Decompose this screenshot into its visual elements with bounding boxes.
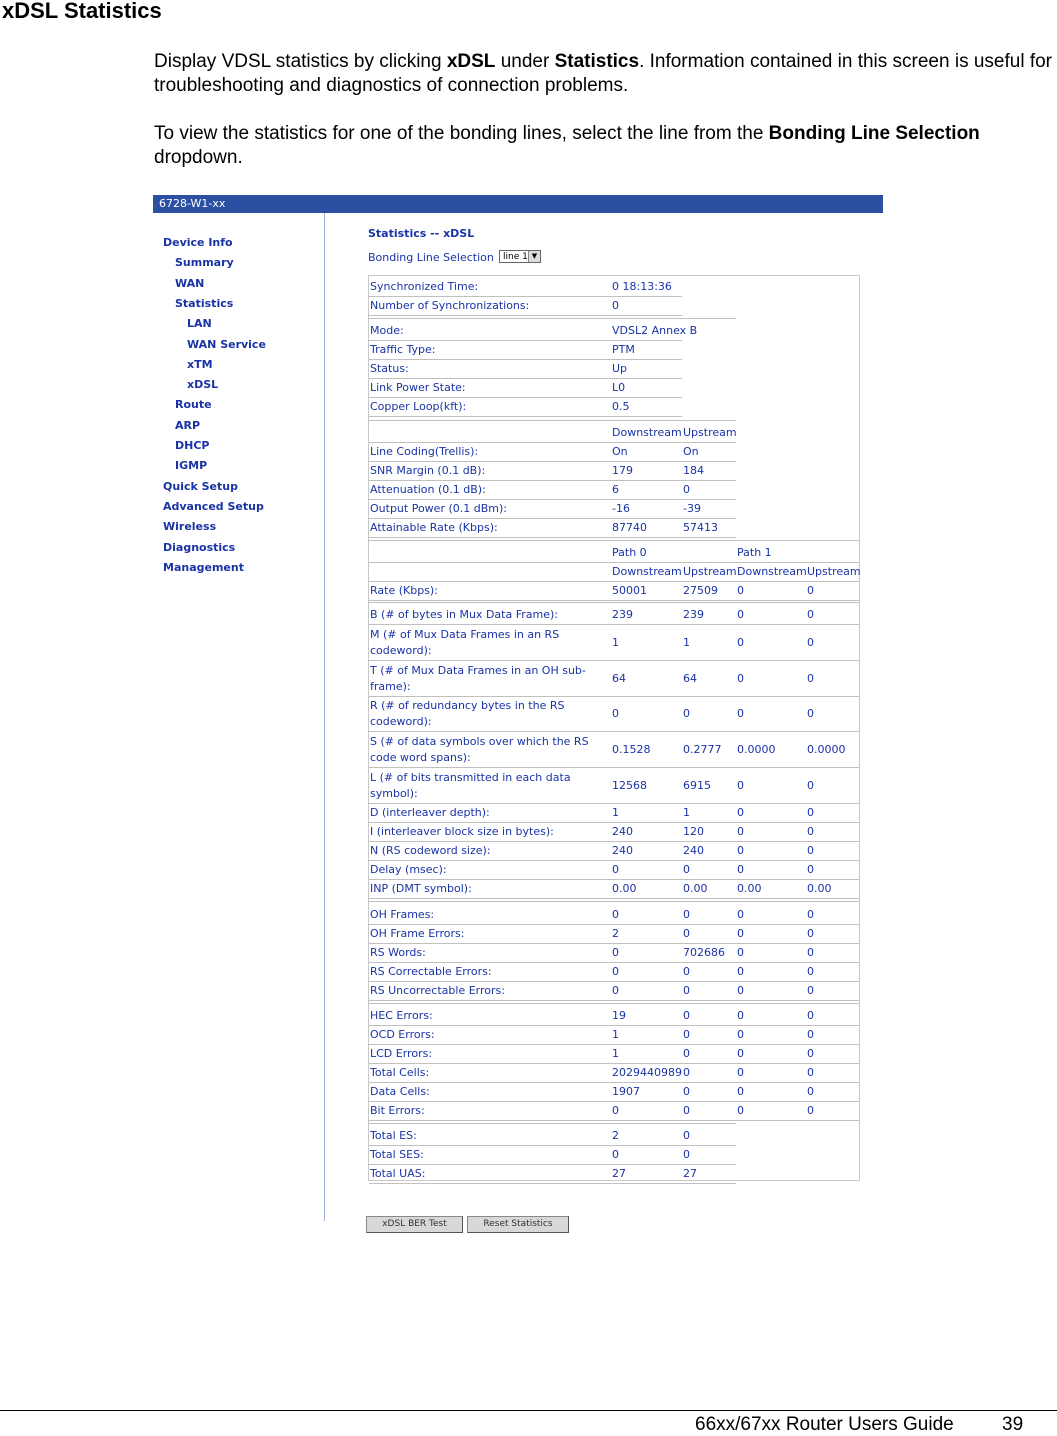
table-cell: 0 [806,625,859,661]
table-cell: 0 [611,297,682,316]
intro-paragraph [154,50,1054,98]
table-cell: Upstream [682,563,736,582]
footer-rule [0,1410,1057,1411]
table-row-label: Attenuation (0.1 dB): [369,481,611,500]
table-cell: 1 [611,625,682,661]
table-cell [806,544,859,563]
table-row-label: Mode: [369,322,611,341]
table-cell: 0 [806,982,859,1001]
table-cell: 0 [736,861,806,880]
sidebar-item-diagnostics[interactable]: Diagnostics [163,540,236,554]
table-row-label [369,424,611,443]
table-cell: 2029440989 [611,1064,682,1083]
table-divider [369,316,736,319]
table-row-label: OCD Errors: [369,1026,611,1045]
table-cell: 239 [682,606,736,625]
table-row-label: Link Power State: [369,379,611,398]
table-row-label: OH Frame Errors: [369,925,611,944]
table-divider [369,1121,736,1124]
table-cell: 0 [611,906,682,925]
table-cell: 0 [736,606,806,625]
table-cell: 1 [611,1026,682,1045]
table-cell: 0.00 [611,880,682,899]
table-cell: 0 [682,861,736,880]
intro-bold-statistics: Statistics [554,51,640,72]
bonding-text: dropdown. [154,147,243,168]
table-cell: 0 [682,1045,736,1064]
table-cell: 1 [611,804,682,823]
bonding-paragraph [154,122,1054,170]
table-cell: 0 [736,842,806,861]
table-cell: 0 [736,1083,806,1102]
table-cell: 2 [611,925,682,944]
table-cell: 0 [806,906,859,925]
table-row-label: L (# of bits transmitted in each data symbol): [369,768,611,804]
table-row-label: Delay (msec): [369,861,611,880]
bonding-line-label: Bonding Line Selection [368,251,494,264]
xdsl-stats-table [368,275,860,1181]
table-cell: Upstream [806,563,859,582]
table-row-label: HEC Errors: [369,1007,611,1026]
table-cell: 0 [682,1127,736,1146]
table-divider [369,899,859,902]
table-cell: 240 [611,823,682,842]
table-cell: On [682,443,736,462]
table-cell: 6915 [682,768,736,804]
table-cell: 1 [611,1045,682,1064]
sidebar-item-dhcp[interactable]: DHCP [175,439,210,452]
table-cell: Path 1 [736,544,806,563]
table-cell: 87740 [611,519,682,538]
table-cell: 0.0000 [736,732,806,768]
table-cell: 0 [611,1102,682,1121]
table-cell: 0 [736,768,806,804]
table-cell: 0 [611,963,682,982]
table-row-label: Traffic Type: [369,341,611,360]
table-cell: 0 [806,606,859,625]
table-row-label: RS Correctable Errors: [369,963,611,982]
sidebar-item-igmp[interactable]: IGMP [175,459,208,473]
table-cell: 0 [806,925,859,944]
table-cell: 0 [806,697,859,732]
table-cell: 0.00 [806,880,859,899]
table-row-label [369,544,611,563]
table-row-label: S (# of data symbols over which the RS code word spans): [369,732,611,768]
intro-text: . Information contained in this screen is useful for troubleshooting and diagnostics of connection problems. [154,51,1052,96]
table-row-label: RS Words: [369,944,611,963]
table-cell: 0 [806,661,859,697]
table-row-label: Attainable Rate (Kbps): [369,519,611,538]
intro-text: Display VDSL statistics by clicking [154,51,447,72]
table-cell: On [611,443,682,462]
sidebar-item-xdsl[interactable]: xDSL [187,378,219,392]
footer-guide-title: 66xx/67xx Router Users Guide [695,1414,954,1435]
table-cell: 2 [611,1127,682,1146]
content-title: Statistics -- xDSL [368,227,475,240]
table-cell: 0 [806,963,859,982]
sidebar-item-statistics[interactable]: Statistics [175,296,234,310]
table-cell: 0 [682,1102,736,1121]
table-cell: 0 [806,1026,859,1045]
table-cell: Downstream [611,563,682,582]
table-cell: 179 [611,462,682,481]
table-cell: Upstream [682,424,736,443]
table-cell: 0 [682,906,736,925]
table-row-label: D (interleaver depth): [369,804,611,823]
table-cell: 0 18:13:36 [611,278,682,297]
table-cell: 27 [682,1165,736,1184]
table-cell: 27 [611,1165,682,1184]
table-cell: 0 [806,804,859,823]
table-cell: 0.00 [736,880,806,899]
table-cell: 0 [682,982,736,1001]
table-cell: 0 [736,697,806,732]
table-cell: 50001 [611,582,682,601]
table-cell: 0 [682,1007,736,1026]
section-heading: xDSL Statistics [2,0,162,23]
table-cell: -16 [611,500,682,519]
table-row-label: Synchronized Time: [369,278,611,297]
table-cell: 0 [736,1007,806,1026]
table-row-label: Status: [369,360,611,379]
table-row-label: SNR Margin (0.1 dB): [369,462,611,481]
reset-statistics-button[interactable]: Reset Statistics [467,1216,569,1233]
table-cell: 0 [611,982,682,1001]
table-cell: 0 [806,1007,859,1026]
table-cell: 0 [736,925,806,944]
table-cell: 27509 [682,582,736,601]
table-cell: 0 [736,1064,806,1083]
table-cell: 184 [682,462,736,481]
table-cell: 0.1528 [611,732,682,768]
page-number: 39 [1002,1414,1024,1435]
sidebar-item-xtm[interactable]: xTM [187,357,213,371]
table-cell: 0 [736,823,806,842]
sidebar-item-summary[interactable]: Summary [175,256,234,270]
table-row-label: Rate (Kbps): [369,582,611,601]
table-row-label: OH Frames: [369,906,611,925]
table-cell: 0 [736,1045,806,1064]
table-cell: 0 [736,1026,806,1045]
table-row-label: Number of Synchronizations: [369,297,611,316]
table-row-label: Line Coding(Trellis): [369,443,611,462]
table-row-label: Total Cells: [369,1064,611,1083]
table-row-label: RS Uncorrectable Errors: [369,982,611,1001]
sidebar-item-quick-setup[interactable]: Quick Setup [163,479,238,493]
table-cell: 0 [806,1083,859,1102]
table-cell: 0 [736,661,806,697]
table-cell: 0 [736,944,806,963]
table-row-label: M (# of Mux Data Frames in an RS codeword): [369,625,611,661]
table-cell: 0 [682,481,736,500]
table-row-label: B (# of bytes in Mux Data Frame): [369,606,611,625]
table-cell: 64 [682,661,736,697]
table-cell: 0 [806,823,859,842]
table-cell: 0 [806,861,859,880]
bonding-text: To view the statistics for one of the bonding lines, select the line from the [154,123,769,144]
sidebar-item-advanced-setup[interactable]: Advanced Setup [163,499,264,513]
table-cell: Downstream [736,563,806,582]
table-cell: 0 [806,582,859,601]
bonding-bold: Bonding Line Selection [768,123,980,144]
table-cell: 0 [806,1064,859,1083]
table-cell: 240 [611,842,682,861]
table-cell: 0 [736,582,806,601]
table-cell: 0 [736,625,806,661]
sidebar-nav [153,213,325,1221]
table-cell: 0 [736,963,806,982]
table-cell: 1907 [611,1083,682,1102]
sidebar-item-management[interactable]: Management [163,560,244,574]
table-row-label: Bit Errors: [369,1102,611,1121]
table-cell: 120 [682,823,736,842]
table-row-label: T (# of Mux Data Frames in an OH sub-frame): [369,661,611,697]
table-cell: 0 [611,944,682,963]
table-cell: 0 [682,697,736,732]
table-row-label: LCD Errors: [369,1045,611,1064]
table-cell: 0 [806,1045,859,1064]
table-cell: 0 [682,1064,736,1083]
table-cell: 6 [611,481,682,500]
table-cell: Downstream [611,424,682,443]
table-cell: 0 [806,944,859,963]
table-cell: 0 [682,925,736,944]
table-cell: PTM [611,341,682,360]
table-cell: 702686 [682,944,736,963]
sidebar-item-device-info[interactable]: Device Info [163,236,233,249]
table-cell: 64 [611,661,682,697]
table-cell: 0 [736,1102,806,1121]
sidebar-item-arp[interactable]: ARP [175,418,201,432]
sidebar-item-wireless[interactable]: Wireless [163,520,217,534]
table-row-label: I (interleaver block size in bytes): [369,823,611,842]
table-cell: 0 [736,982,806,1001]
table-cell: 0.2777 [682,732,736,768]
sidebar-item-route[interactable]: Route [175,398,212,412]
table-row-label: Data Cells: [369,1083,611,1102]
table-cell: L0 [611,379,682,398]
sidebar-item-wan[interactable]: WAN [175,276,205,290]
table-row-label: Output Power (0.1 dBm): [369,500,611,519]
table-cell: Path 0 [611,544,682,563]
table-cell: 239 [611,606,682,625]
bonding-line-value: line 1 [503,252,528,262]
xdsl-ber-test-button[interactable]: xDSL BER Test [366,1216,463,1233]
intro-bold-xdsl: xDSL [446,51,496,72]
table-cell: 12568 [611,768,682,804]
table-row-label: Copper Loop(kft): [369,398,611,417]
table-row-label: INP (DMT symbol): [369,880,611,899]
table-row-label: Total UAS: [369,1165,611,1184]
table-row-label: Total SES: [369,1146,611,1165]
table-divider [369,418,736,421]
table-cell: 0.5 [611,398,682,417]
table-cell: -39 [682,500,736,519]
table-row-label [369,563,611,582]
table-cell: 0.0000 [806,732,859,768]
table-row-label: N (RS codeword size): [369,842,611,861]
table-row-label: R (# of redundancy bytes in the RS codeword): [369,697,611,732]
table-cell: 1 [682,625,736,661]
router-screenshot [153,195,883,1229]
table-cell: 0 [682,1146,736,1165]
sidebar-item-lan[interactable]: LAN [187,317,212,331]
table-cell [682,544,736,563]
table-row-label: Total ES: [369,1127,611,1146]
bonding-line-dropdown[interactable] [499,250,541,263]
table-cell: 0 [611,697,682,732]
sidebar-item-wan-service[interactable]: WAN Service [187,337,266,351]
table-cell: 19 [611,1007,682,1026]
table-cell: 0.00 [682,880,736,899]
table-cell: 0 [682,1026,736,1045]
window-title: 6728-W1-xx [153,195,883,213]
table-divider [369,538,859,541]
intro-text: under [495,51,555,72]
table-cell: 57413 [682,519,736,538]
table-cell: 0 [682,963,736,982]
table-cell: 0 [806,768,859,804]
table-cell: 0 [611,1146,682,1165]
table-cell: Up [611,360,682,379]
table-cell: 240 [682,842,736,861]
table-cell: 0 [736,804,806,823]
chevron-down-icon: ▼ [528,251,540,262]
table-divider [369,1001,859,1004]
table-cell: VDSL2 Annex B [611,322,682,341]
table-cell: 0 [806,1102,859,1121]
table-cell: 0 [806,842,859,861]
table-cell: 0 [682,1083,736,1102]
table-cell: 0 [611,861,682,880]
table-cell: 0 [736,906,806,925]
table-cell: 1 [682,804,736,823]
